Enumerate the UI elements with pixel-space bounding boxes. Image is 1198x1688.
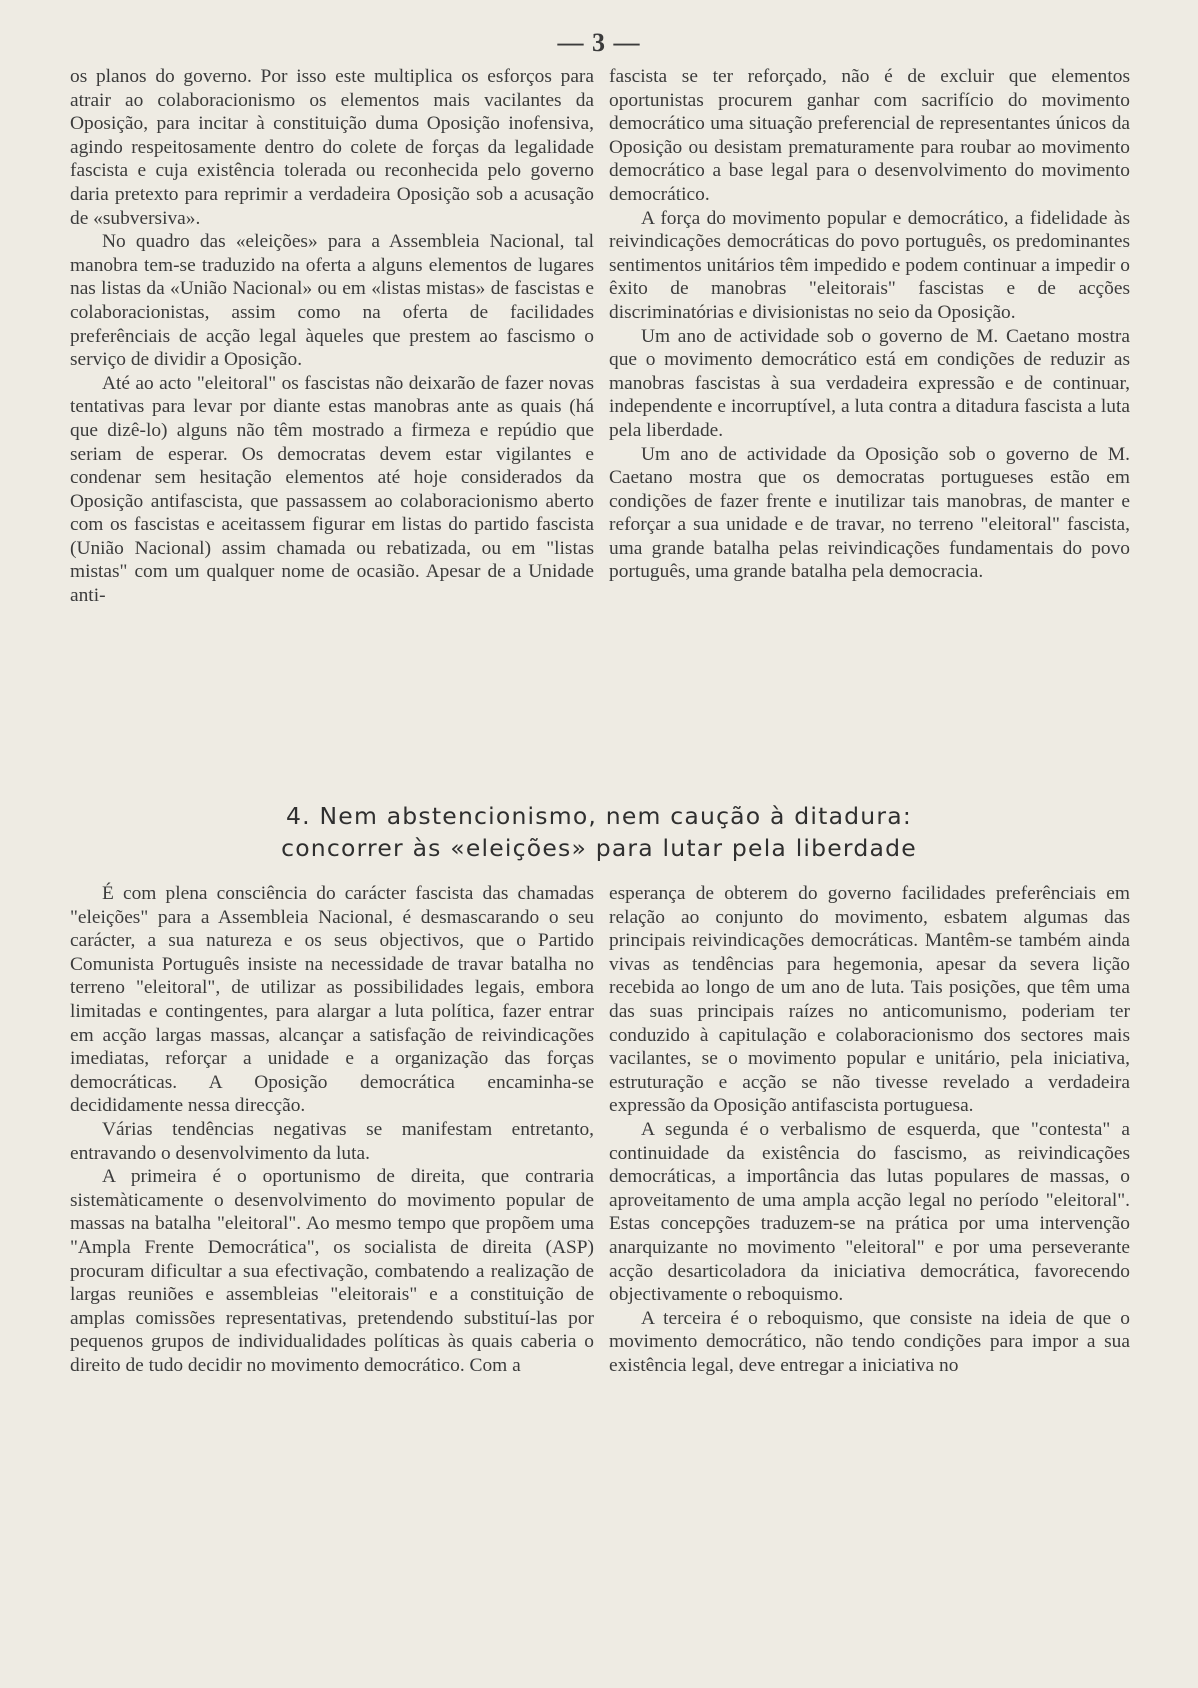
paragraph: os planos do governo. Por isso este multiplica os esforços para atrair ao colaboracionismo os elementos mais vacilantes da Oposição, para incitar à constituição duma Oposição inofensiva, agindo respeitosamente dentro do colete de forças da legalidade fascista e cuja existência tolerada ou reconhecida pelo governo daria pretexto para reprimir a verdadeira Oposição sob a acusação de «subversiva».: [70, 66, 594, 229]
section-heading: [0, 800, 1198, 864]
section-heading-line-1: 4. Nem abstencionismo, nem caução à ditadura:: [286, 802, 912, 830]
paragraph: Um ano de actividade da Oposição sob o governo de M. Caetano mostra que os democratas portugueses estão em condições de fazer frente e inutilizar tais manobras, de manter e reforçar a sua unidade e de travar, no terreno "eleitoral" fascista, uma grande batalha pelas reivindicações fundamentais do povo português, uma grande batalha pela democracia.: [609, 443, 1130, 583]
paragraph: Até ao acto "eleitoral" os fascistas não deixarão de fazer novas tentativas para levar por diante estas manobras ante as quais (há que dizê-lo) alguns não têm mostrado a firmeza e repúdio que seriam de esperar. Os democratas devem estar vigilantes e condenar sem hesitação elementos até hoje considerados da Oposição antifascista, que passassem ao colaboracionismo aberto com os fascistas e aceitassem figurar em listas do partido fascista (União Nacional) assim chamada ou rebatizada, ou em "listas mistas" com um qualquer nome de ocasião. Apesar de a Unidade anti-: [70, 372, 594, 607]
paragraph: fascista se ter reforçado, não é de excluir que elementos oportunistas procurem ganhar com sacrifício do movimento democrático uma situação preferencial de representantes únicos da Oposição ou desistam prematuramente para roubar ao movimento democrático a base legal para o desenvolvimento do movimento democrático.: [609, 66, 1130, 205]
paragraph: A terceira é o reboquismo, que consiste na ideia de que o movimento democrático, não tendo condições para impor a sua existência legal, deve entregar a iniciativa no: [609, 1307, 1130, 1376]
paragraph: esperança de obterem do governo facilidades preferênciais em relação ao conjunto do movimento, esbatem algumas das principais reivindicações democráticas. Mantêm-se também ainda vivas as tendências para hegemonia, apesar da severa lição recebida ao longo de um ano de luta. Tais posições, que têm uma das suas principais raízes no anticomunismo, poderiam ter conduzido à capitulação e colaboracionismo dos sectores mais vacilantes, se o movimento popular e unitário, pela iniciativa, estruturação e acção se não tivesse revelado a verdadeira expressão da Oposição antifascista portuguesa.: [609, 883, 1130, 1117]
section-heading-line-2: concorrer às «eleições» para lutar pela liberdade: [281, 834, 917, 862]
paragraph: A segunda é o verbalismo de esquerda, que "contesta" a continuidade da existência do fascismo, as reivindicações democráticas, a importância das lutas populares de massas, o aproveitamento de uma ampla acção legal no período "eleitoral". Estas concepções traduzem-se na prática por uma intervenção anarquizante no movimento "eleitoral" e por uma perseverante acção desarticoladora da iniciativa democrática, favorecendo objectivamente o reboquismo.: [609, 1118, 1130, 1306]
paragraph: Várias tendências negativas se manifestam entretanto, entravando o desenvolvimento da luta.: [70, 1118, 594, 1164]
paragraph: A força do movimento popular e democrático, a fidelidade às reivindicações democráticas do povo português, os predominantes sentimentos unitários têm impedido e podem continuar a impedir o êxito de manobras "eleitorais" fascistas e de acções discriminatórias e divisionistas no seio da Oposição.: [609, 207, 1130, 323]
bottom-right-column: [609, 882, 1130, 1377]
top-left-column: [70, 65, 594, 608]
paragraph: É com plena consciência do carácter fascista das chamadas "eleições" para a Assembleia Nacional, é desmascarando o seu carácter, a sua natureza e os seus objectivos, que o Partido Comunista Português insiste na necessidade de travar batalha no terreno "eleitoral", de utilizar as possibilidades legais, embora limitadas e contingentes, para alargar a luta política, fazer entrar em acção largas massas, alcançar a satisfação de reivindicações imediatas, reforçar a unidade e a organização das forças democráticas. A Oposição democrática encaminha-se decididamente nessa direcção.: [70, 883, 594, 1117]
bottom-left-column: [70, 882, 594, 1377]
paragraph: Um ano de actividade sob o governo de M. Caetano mostra que o movimento democrático está em condições de reduzir as manobras fascistas à sua verdadeira expressão e de continuar, independente e incorruptível, a luta contra a ditadura fascista a luta pela liberdade.: [609, 325, 1130, 441]
top-right-column: [609, 65, 1130, 584]
paragraph: No quadro das «eleições» para a Assembleia Nacional, tal manobra tem-se traduzido na oferta a alguns elementos de lugares nas listas da «União Nacional» ou em «listas mistas» de fascistas e colaboracionistas, assim como na oferta de facilidades preferênciais de acção legal àqueles que prestem ao fascismo o serviço de dividir a Oposição.: [70, 231, 594, 371]
page-number: — 3 —: [557, 28, 641, 57]
paragraph: A primeira é o oportunismo de direita, que contraria sistemàticamente o desenvolvimento do movimento popular de massas na batalha "eleitoral". Ao mesmo tempo que propõem uma "Ampla Frente Democrática", os socialista de direita (ASP) procuram dificultar a sua efectivação, combatendo a realização de largas reuniões e assembleias "eleitorais" e a constituição de amplas comissões representativas, pretendendo substituí-las por pequenos grupos de individualidades políticas às quais caberia o direito de tudo decidir no movimento democrático. Com a: [70, 1166, 594, 1376]
